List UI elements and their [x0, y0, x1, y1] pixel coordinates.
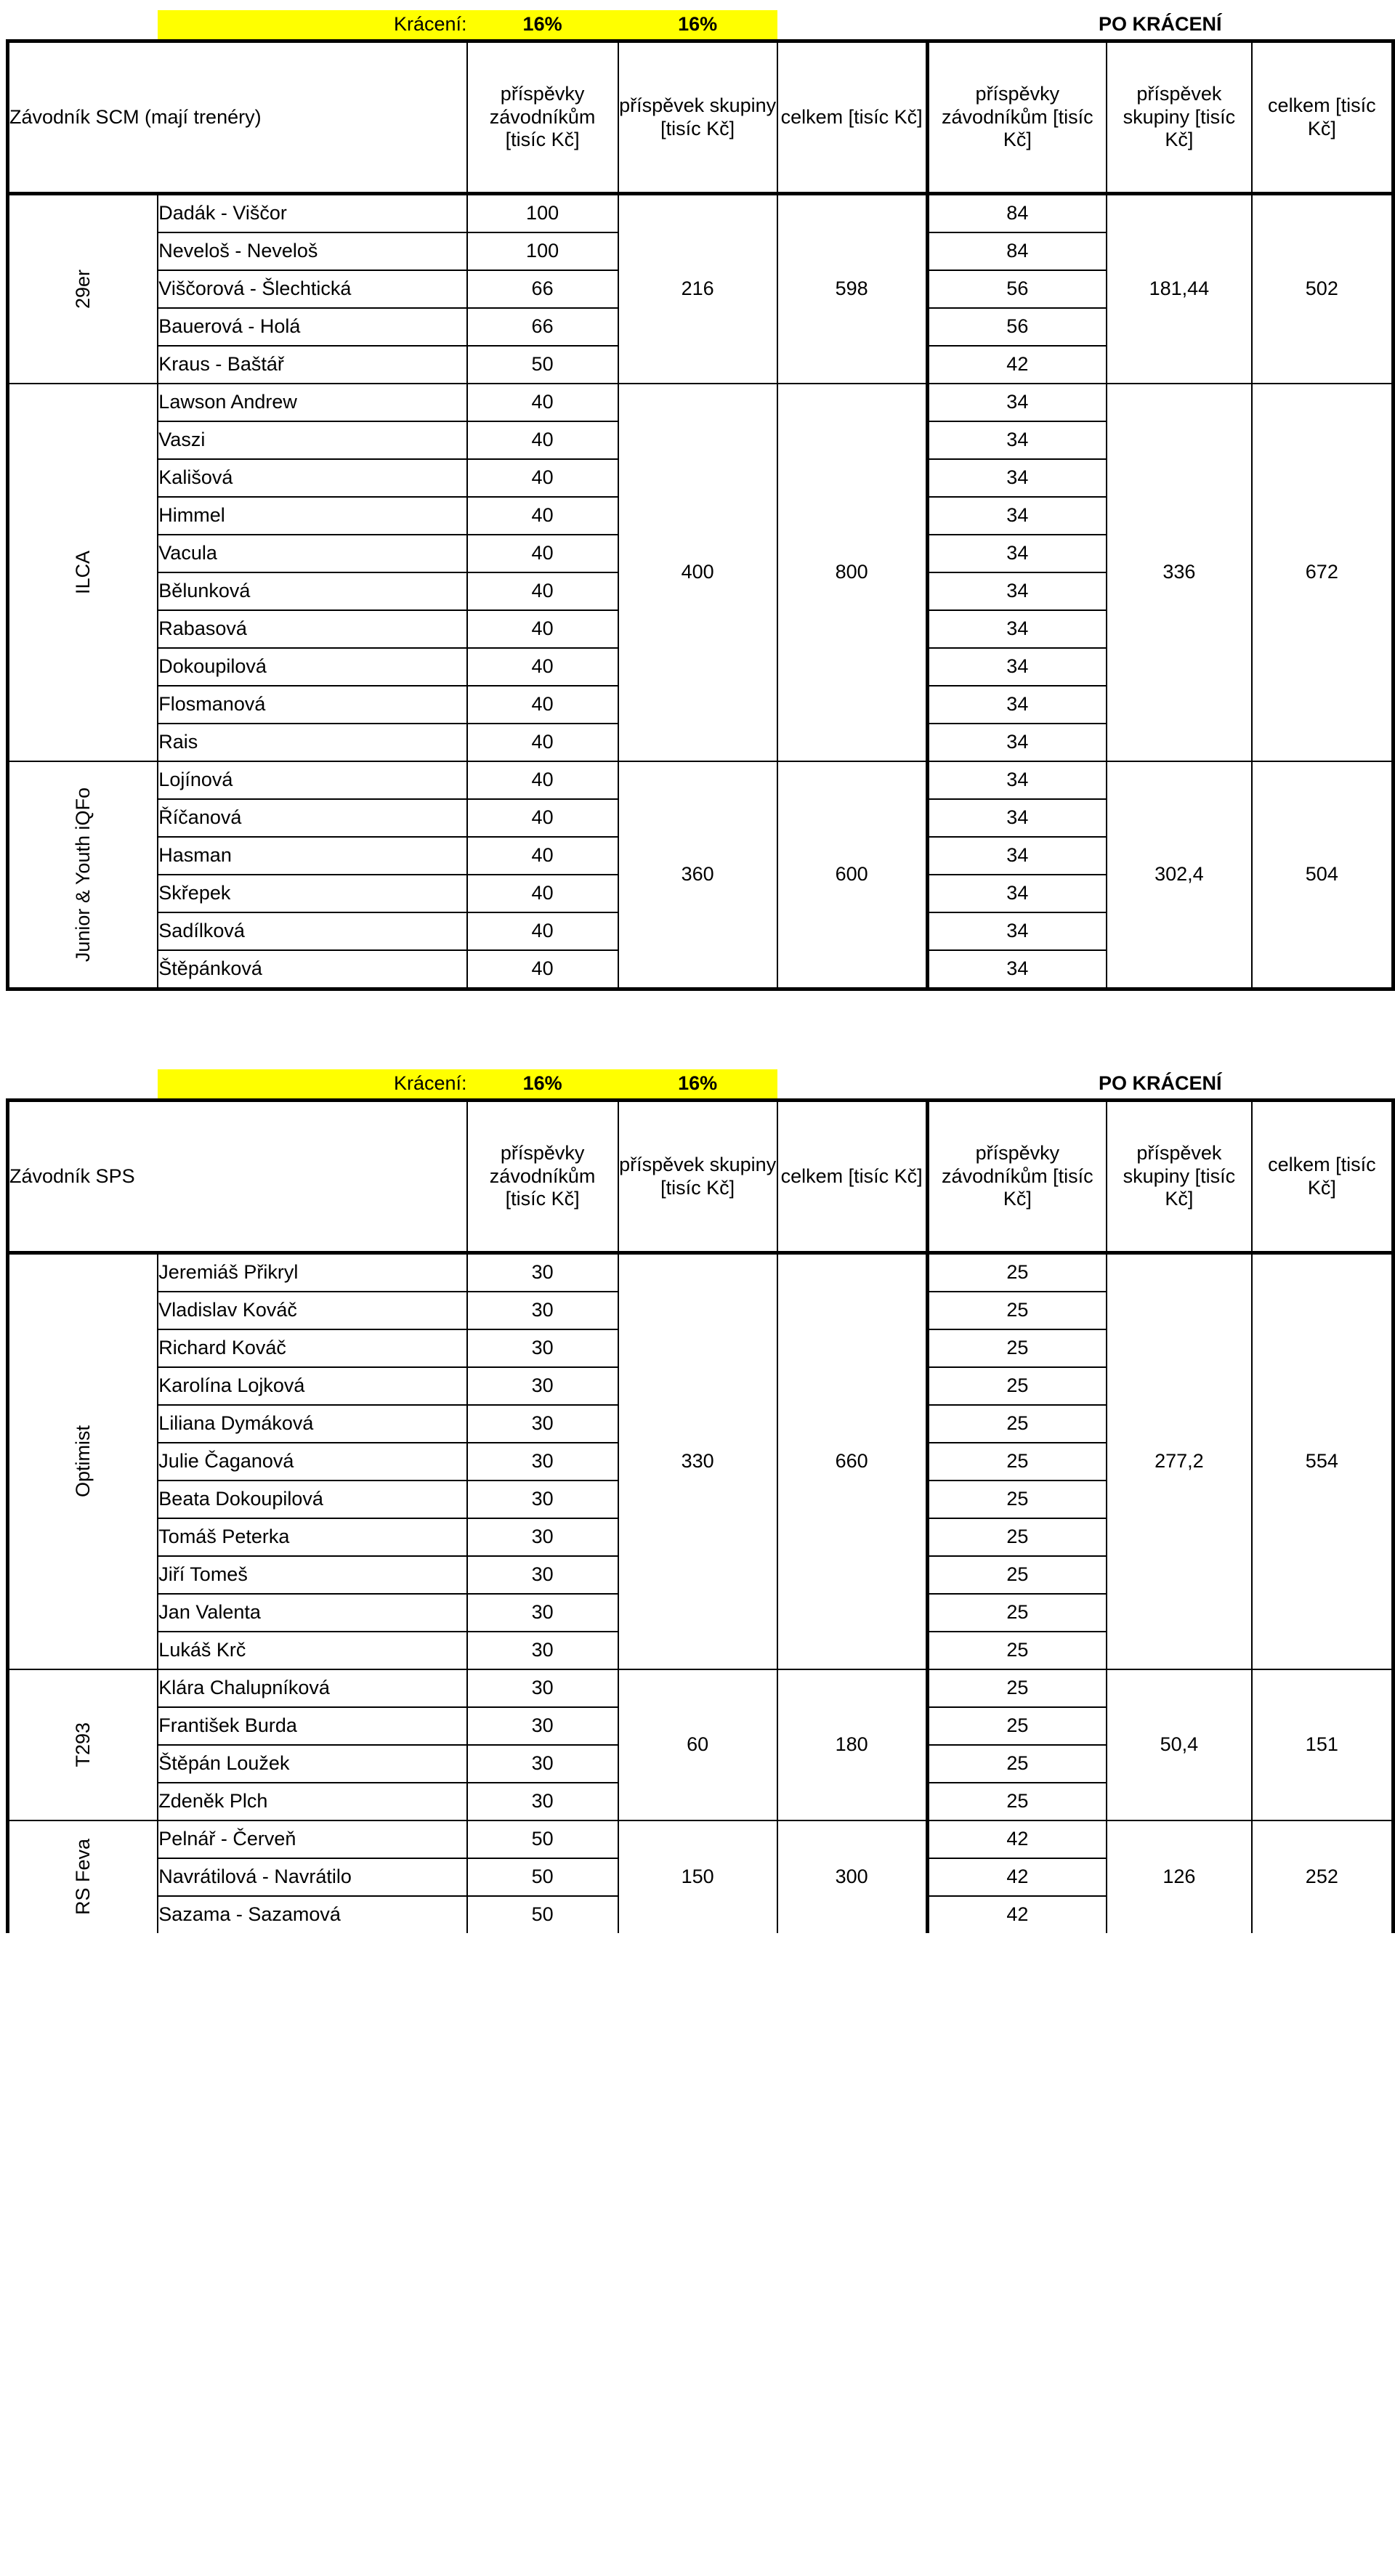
row-name: Skřepek — [158, 875, 466, 912]
row-individual: 30 — [467, 1707, 618, 1745]
group-label-t293: T293 — [8, 1669, 158, 1820]
header-prispevky-zavodnikum-scm: příspěvky závodníkům [tisíc Kč] — [467, 41, 618, 194]
row-individual: 30 — [467, 1632, 618, 1669]
row-name: Vacula — [158, 535, 466, 572]
row-individual: 30 — [467, 1329, 618, 1367]
header-prispevek-skupiny-after-sps: příspěvek skupiny [tisíc Kč] — [1107, 1101, 1252, 1253]
row-individual: 40 — [467, 799, 618, 837]
row-individual-after: 42 — [927, 1820, 1107, 1858]
row-individual-after: 34 — [927, 648, 1107, 686]
header-celkem-scm: celkem [tisíc Kč] — [777, 41, 927, 194]
row-individual: 40 — [467, 686, 618, 724]
group-label-optimist: Optimist — [8, 1253, 158, 1670]
table-title-scm: Závodník SCM (mají trenéry) — [8, 41, 467, 194]
row-individual: 30 — [467, 1405, 618, 1443]
row-name: Bělunková — [158, 572, 466, 610]
group-total-29er: 598 — [777, 194, 927, 384]
row-individual-after: 25 — [927, 1745, 1107, 1783]
group-sum-after-junior: 302,4 — [1107, 761, 1252, 989]
row-individual-after: 34 — [927, 686, 1107, 724]
kraceni-row-sps — [8, 1069, 1394, 1101]
kraceni-pct-1-sps: 16% — [467, 1069, 618, 1101]
header-prispevky-zavodnikum-after-scm: příspěvky závodníkům [tisíc Kč] — [927, 41, 1107, 194]
row-individual: 66 — [467, 308, 618, 346]
row-individual-after: 34 — [927, 761, 1107, 799]
row-individual: 30 — [467, 1556, 618, 1594]
row-individual: 30 — [467, 1253, 618, 1292]
header-prispevky-zavodnikum-after-sps: příspěvky závodníkům [tisíc Kč] — [927, 1101, 1107, 1253]
group-sum-ilca: 400 — [618, 384, 777, 761]
row-individual-after: 25 — [927, 1556, 1107, 1594]
row-individual: 30 — [467, 1669, 618, 1707]
row-name: Sadílková — [158, 912, 466, 950]
row-individual: 30 — [467, 1481, 618, 1518]
group-sum-junior: 360 — [618, 761, 777, 989]
group-sum-after-t293: 50,4 — [1107, 1669, 1252, 1820]
row-individual-after: 34 — [927, 837, 1107, 875]
row-individual-after: 42 — [927, 1858, 1107, 1896]
section-gap — [0, 1043, 1395, 1069]
row-name: Lojínová — [158, 761, 466, 799]
row-name: Jeremiáš Přikryl — [158, 1253, 466, 1292]
row-name: Vaszi — [158, 421, 466, 459]
row-individual: 40 — [467, 421, 618, 459]
row-individual-after: 25 — [927, 1632, 1107, 1669]
row-name: Lukáš Krč — [158, 1632, 466, 1669]
row-individual-after: 25 — [927, 1253, 1107, 1292]
row-individual-after: 25 — [927, 1329, 1107, 1367]
header-celkem-after-sps: celkem [tisíc Kč] — [1252, 1101, 1394, 1253]
row-individual: 40 — [467, 572, 618, 610]
kraceni-label-sps: Krácení: — [158, 1069, 466, 1101]
row-name: Himmel — [158, 497, 466, 535]
header-prispevek-skupiny-after-scm: příspěvek skupiny [tisíc Kč] — [1107, 41, 1252, 194]
header-prispevky-zavodnikum-sps: příspěvky závodníkům [tisíc Kč] — [467, 1101, 618, 1253]
row-individual: 30 — [467, 1745, 618, 1783]
row-individual-after: 25 — [927, 1367, 1107, 1405]
kraceni-label-scm: Krácení: — [158, 10, 466, 41]
po-kraceni-label-sps: PO KRÁCENÍ — [1099, 1072, 1222, 1095]
group-total-after-optimist: 554 — [1252, 1253, 1394, 1670]
row-name: Dadák - Viščor — [158, 194, 466, 233]
row-individual: 40 — [467, 459, 618, 497]
kraceni-pct-1-scm: 16% — [467, 10, 618, 41]
row-name: Štěpán Loužek — [158, 1745, 466, 1783]
group-total-after-rs-feva: 252 — [1252, 1820, 1394, 1933]
group-total-t293: 180 — [777, 1669, 927, 1820]
row-individual-after: 34 — [927, 799, 1107, 837]
empty-cell — [777, 1069, 927, 1101]
row-individual-after: 34 — [927, 535, 1107, 572]
row-name: Beata Dokoupilová — [158, 1481, 466, 1518]
row-individual: 100 — [467, 232, 618, 270]
group-total-after-junior: 504 — [1252, 761, 1394, 989]
group-total-after-t293: 151 — [1252, 1669, 1394, 1820]
header-row-scm — [8, 41, 1394, 194]
row-individual-after: 34 — [927, 724, 1107, 761]
row-individual: 66 — [467, 270, 618, 308]
po-kraceni-label-scm: PO KRÁCENÍ — [1099, 13, 1222, 36]
table-row — [8, 1669, 1394, 1707]
row-individual-after: 34 — [927, 912, 1107, 950]
row-name: Julie Čaganová — [158, 1443, 466, 1481]
header-prispevek-skupiny-sps: příspěvek skupiny [tisíc Kč] — [618, 1101, 777, 1253]
row-name: Karolína Lojková — [158, 1367, 466, 1405]
row-individual-after: 25 — [927, 1405, 1107, 1443]
row-name: František Burda — [158, 1707, 466, 1745]
row-name: Viščorová - Šlechtická — [158, 270, 466, 308]
group-total-ilca: 800 — [777, 384, 927, 761]
row-individual: 30 — [467, 1367, 618, 1405]
kraceni-row-scm — [8, 10, 1394, 41]
row-individual: 40 — [467, 535, 618, 572]
table-row — [8, 194, 1394, 233]
row-individual-after: 25 — [927, 1783, 1107, 1820]
group-total-optimist: 660 — [777, 1253, 927, 1670]
row-name: Kališová — [158, 459, 466, 497]
row-individual-after: 34 — [927, 572, 1107, 610]
row-individual: 50 — [467, 1858, 618, 1896]
row-individual-after: 34 — [927, 459, 1107, 497]
row-individual: 40 — [467, 875, 618, 912]
row-individual-after: 25 — [927, 1292, 1107, 1329]
row-name: Navrátilová - Navrátilo — [158, 1858, 466, 1896]
row-individual: 40 — [467, 724, 618, 761]
header-prispevek-skupiny-scm: příspěvek skupiny [tisíc Kč] — [618, 41, 777, 194]
row-individual: 30 — [467, 1594, 618, 1632]
section-gap — [0, 991, 1395, 1017]
kraceni-pct-2-sps: 16% — [618, 1069, 777, 1101]
row-individual-after: 34 — [927, 421, 1107, 459]
row-individual-after: 34 — [927, 497, 1107, 535]
row-individual-after: 25 — [927, 1707, 1107, 1745]
group-total-junior: 600 — [777, 761, 927, 989]
row-name: Rabasová — [158, 610, 466, 648]
group-sum-after-rs-feva: 126 — [1107, 1820, 1252, 1933]
row-individual: 30 — [467, 1783, 618, 1820]
row-individual-after: 25 — [927, 1443, 1107, 1481]
row-name: Richard Kováč — [158, 1329, 466, 1367]
row-name: Sazama - Sazamová — [158, 1903, 341, 1926]
row-individual: 50 — [467, 1896, 618, 1933]
table-row — [8, 384, 1394, 421]
header-celkem-after-scm: celkem [tisíc Kč] — [1252, 41, 1394, 194]
group-label-29er: 29er — [8, 194, 158, 384]
group-sum-after-ilca: 336 — [1107, 384, 1252, 761]
row-individual: 40 — [467, 912, 618, 950]
row-name: Vladislav Kováč — [158, 1292, 466, 1329]
row-name: Kraus - Baštář — [158, 346, 466, 384]
row-individual-after: 34 — [927, 950, 1107, 989]
row-individual-after: 42 — [927, 1896, 1107, 1933]
table-row — [8, 761, 1394, 799]
row-name: Štěpánková — [158, 950, 466, 989]
row-name: Zdeněk Plch — [158, 1783, 466, 1820]
row-individual: 50 — [467, 346, 618, 384]
row-individual-after: 25 — [927, 1669, 1107, 1707]
group-sum-rs-feva: 150 — [618, 1820, 777, 1933]
row-name: Pelnář - Červeň — [158, 1820, 466, 1858]
row-individual: 40 — [467, 950, 618, 989]
row-individual-after: 25 — [927, 1481, 1107, 1518]
row-individual-after: 56 — [927, 270, 1107, 308]
group-sum-optimist: 330 — [618, 1253, 777, 1670]
row-individual: 40 — [467, 384, 618, 421]
group-label-rs-feva: RS Feva — [8, 1820, 158, 1933]
row-individual-after: 34 — [927, 384, 1107, 421]
empty-cell — [8, 10, 158, 41]
row-name: Liliana Dymáková — [158, 1405, 466, 1443]
section-gap — [0, 1017, 1395, 1043]
header-row-sps — [8, 1101, 1394, 1253]
table-row — [8, 1253, 1394, 1292]
row-individual-after: 34 — [927, 610, 1107, 648]
row-name: Tomáš Peterka — [158, 1518, 466, 1556]
row-individual: 100 — [467, 194, 618, 233]
empty-cell — [8, 1069, 158, 1101]
table-row — [8, 1820, 1394, 1858]
group-sum-after-optimist: 277,2 — [1107, 1253, 1252, 1670]
group-label-ilca: ILCA — [8, 384, 158, 761]
row-name: Bauerová - Holá — [158, 308, 466, 346]
header-celkem-sps: celkem [tisíc Kč] — [777, 1101, 927, 1253]
row-individual-after: 84 — [927, 194, 1107, 233]
group-sum-29er: 216 — [618, 194, 777, 384]
table-title-sps: Závodník SPS — [8, 1101, 467, 1253]
group-total-after-ilca: 672 — [1252, 384, 1394, 761]
group-total-rs-feva: 300 — [777, 1820, 927, 1933]
row-individual: 40 — [467, 648, 618, 686]
table-scm — [6, 10, 1395, 991]
row-individual: 40 — [467, 610, 618, 648]
kraceni-pct-2-scm: 16% — [618, 10, 777, 41]
row-individual: 50 — [467, 1820, 618, 1858]
empty-cell — [777, 10, 927, 41]
row-name: Klára Chalupníková — [158, 1669, 466, 1707]
row-individual-after: 34 — [927, 875, 1107, 912]
group-sum-t293: 60 — [618, 1669, 777, 1820]
row-name: Lawson Andrew — [158, 384, 466, 421]
row-individual-after: 25 — [927, 1594, 1107, 1632]
row-name: Hasman — [158, 837, 466, 875]
row-individual-after: 25 — [927, 1518, 1107, 1556]
row-name: Rais — [158, 724, 466, 761]
row-individual-after: 84 — [927, 232, 1107, 270]
row-individual: 40 — [467, 761, 618, 799]
row-individual: 40 — [467, 837, 618, 875]
row-name: Říčanová — [158, 799, 466, 837]
row-individual: 30 — [467, 1443, 618, 1481]
row-individual-after: 42 — [927, 346, 1107, 384]
group-label-junior-youth-iqfoil: Junior & Youth iQFo — [8, 761, 158, 989]
table-sps — [6, 1069, 1395, 1933]
row-name: Neveloš - Neveloš — [158, 232, 466, 270]
group-total-after-29er: 502 — [1252, 194, 1394, 384]
row-name: Jan Valenta — [158, 1594, 466, 1632]
group-sum-after-29er: 181,44 — [1107, 194, 1252, 384]
row-name: Dokoupilová — [158, 648, 466, 686]
row-individual: 30 — [467, 1292, 618, 1329]
row-individual: 30 — [467, 1518, 618, 1556]
row-name: Flosmanová — [158, 686, 466, 724]
row-name: Jiří Tomeš — [158, 1556, 466, 1594]
row-individual-after: 56 — [927, 308, 1107, 346]
row-individual: 40 — [467, 497, 618, 535]
